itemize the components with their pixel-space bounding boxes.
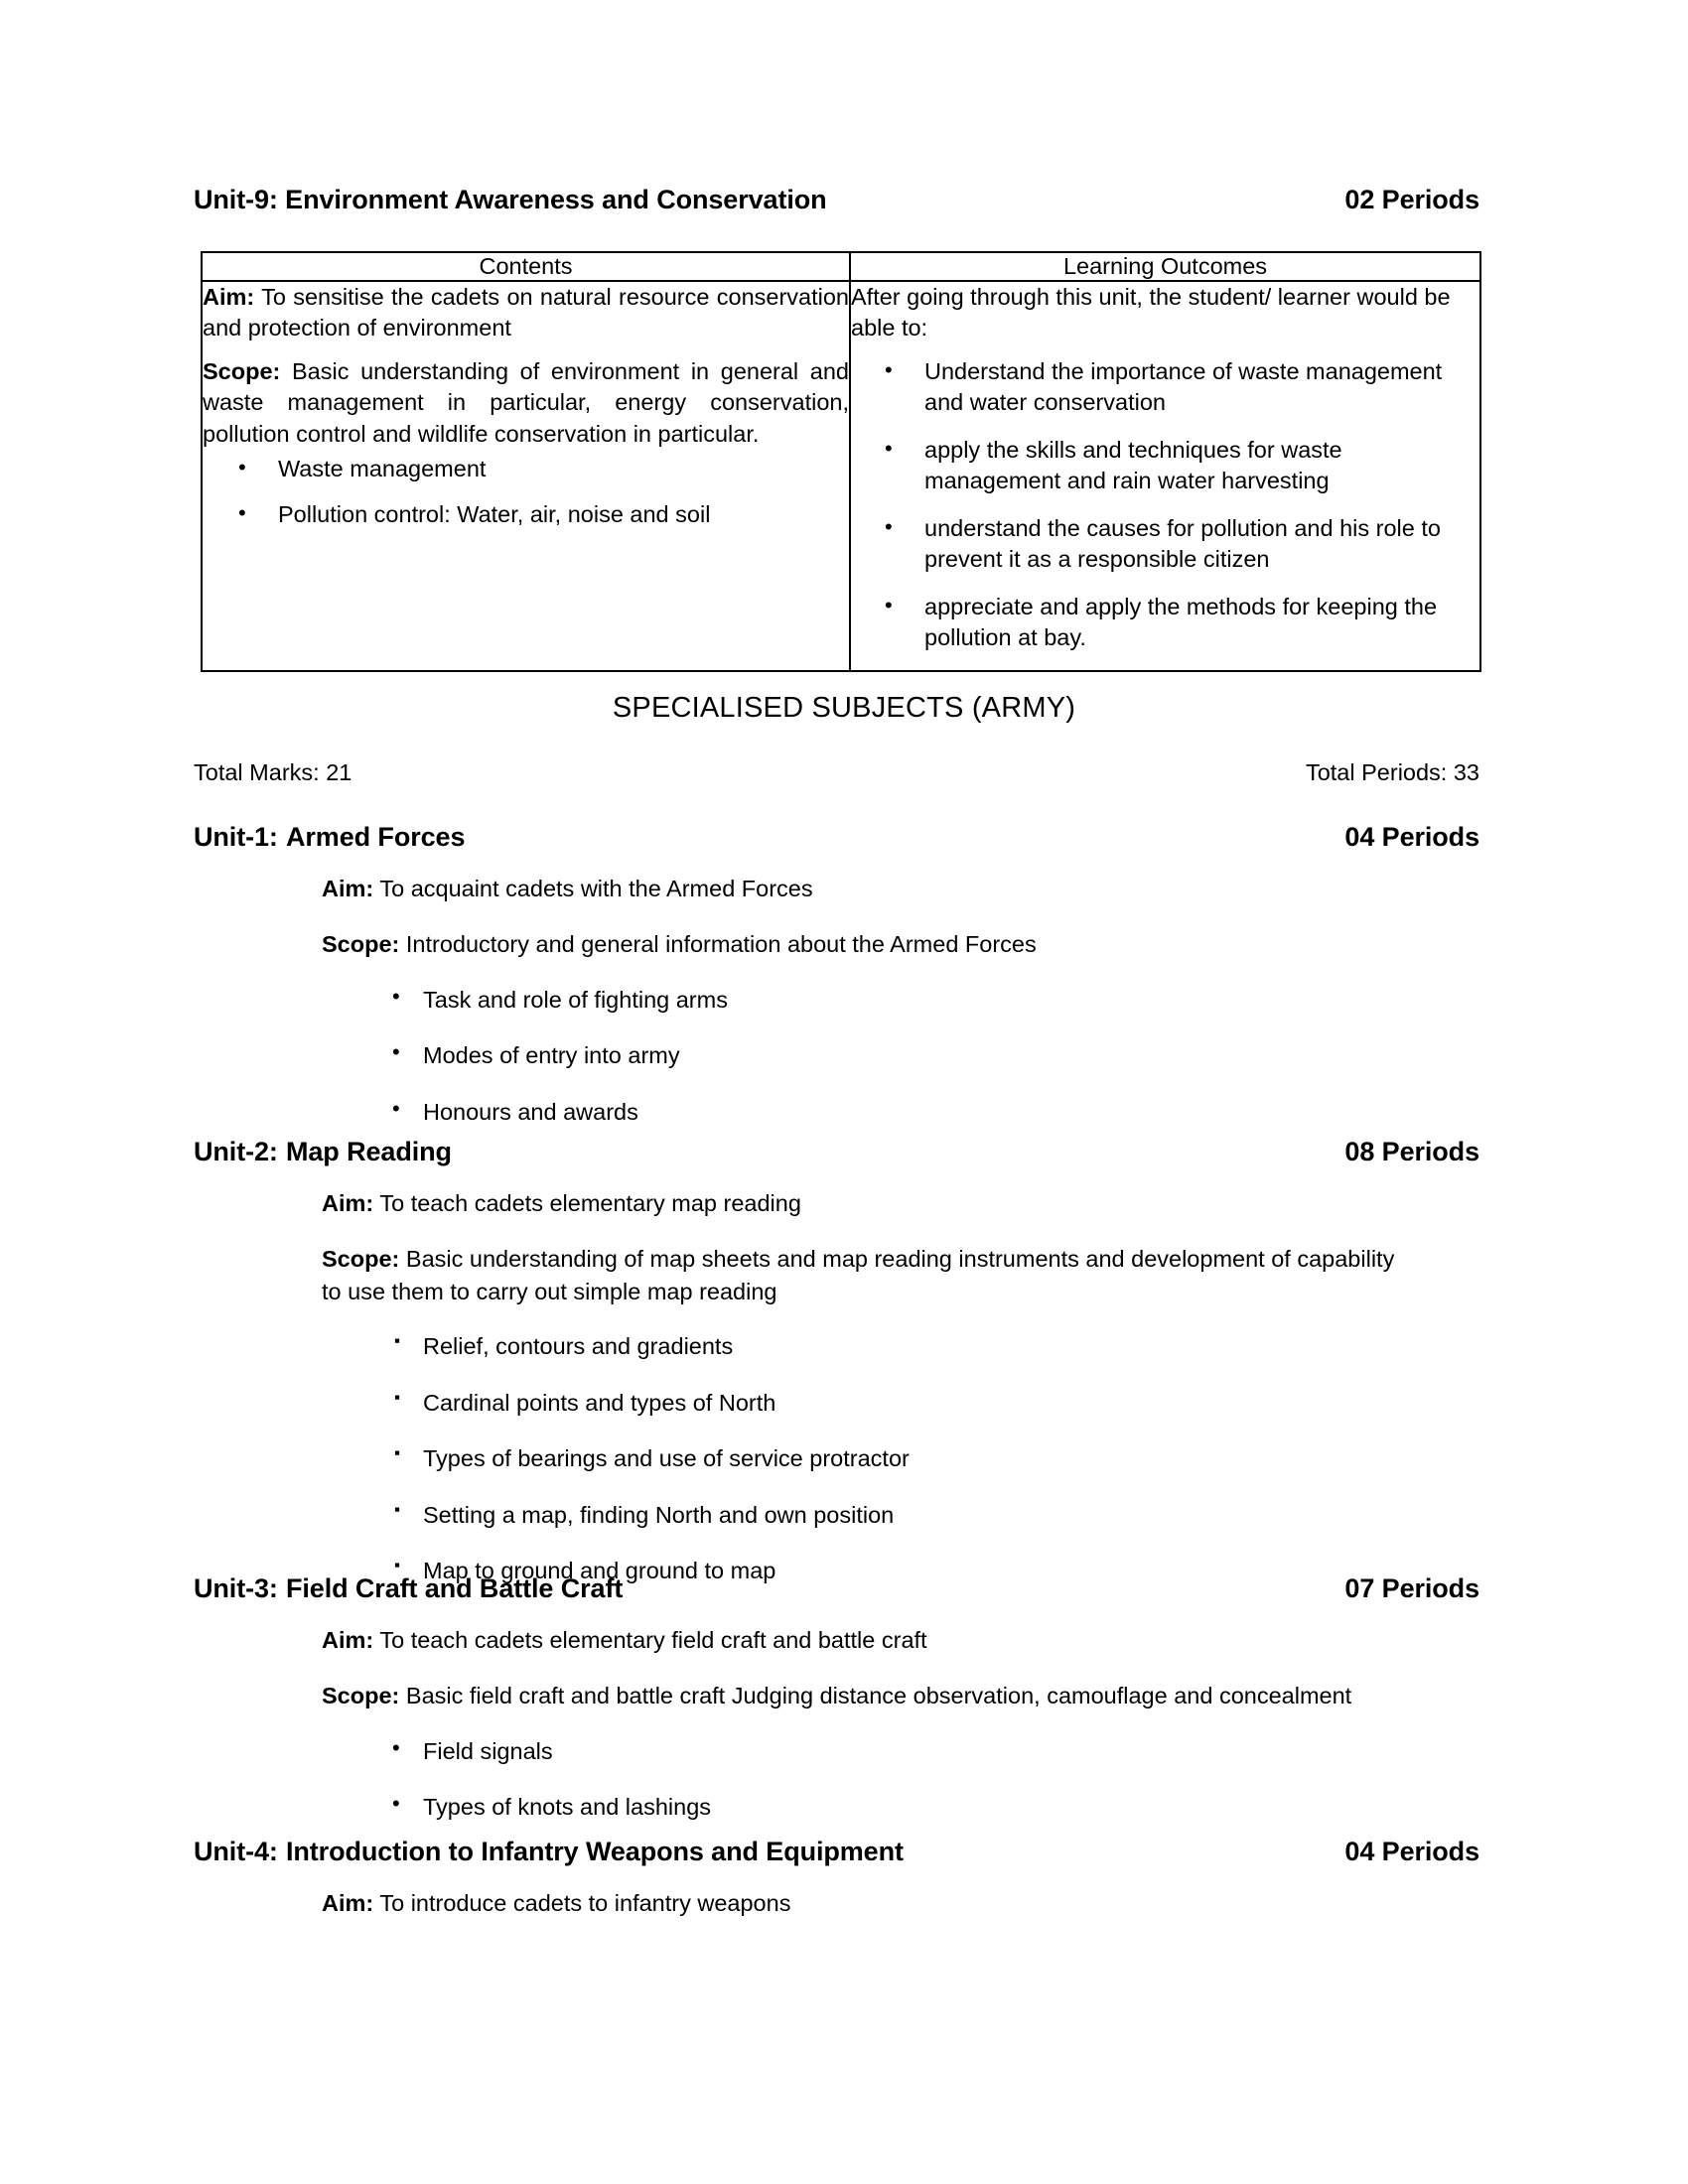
unit-aim xyxy=(322,1187,1479,1219)
list-item xyxy=(851,435,1479,497)
unit-bullet-list xyxy=(322,1736,1479,1823)
unit-aim xyxy=(322,873,1479,904)
unit-block-2 xyxy=(194,1137,1479,1612)
list-item-label: Field signals xyxy=(423,1737,553,1764)
unit-heading-row xyxy=(194,1573,1479,1604)
list-item-label: Relief, contours and gradients xyxy=(423,1333,734,1360)
list-item xyxy=(203,499,849,530)
unit-periods: 04 Periods xyxy=(1344,1837,1479,1866)
unit9-table xyxy=(201,251,1481,672)
column-header-contents: Contents xyxy=(202,252,850,281)
list-item-label: Cardinal points and types of North xyxy=(423,1389,776,1416)
list-item-label: Pollution control: Water, air, noise and soil xyxy=(278,500,711,527)
round-bullet-icon: • xyxy=(392,1791,400,1817)
unit-number: Unit-4: xyxy=(194,1837,278,1866)
unit-scope xyxy=(322,1243,1404,1307)
round-bullet-icon: • xyxy=(392,983,400,1009)
aim-label: Aim: xyxy=(322,1190,374,1216)
unit-title: Map Reading xyxy=(286,1137,452,1166)
unit-title: Armed Forces xyxy=(286,822,466,852)
unit-aim xyxy=(322,1624,1479,1656)
round-bullet-icon: • xyxy=(238,455,246,480)
section-title: SPECIALISED SUBJECTS (ARMY) xyxy=(612,692,1076,724)
list-item xyxy=(322,1040,1479,1071)
table-body-row xyxy=(202,281,1480,671)
scope-label: Scope: xyxy=(322,931,400,958)
round-bullet-icon: • xyxy=(238,499,246,525)
scope-text: Basic field craft and battle craft Judging distance observation, camouflage and concealment xyxy=(399,1683,1352,1709)
square-bullet-icon: ▪ xyxy=(394,1331,401,1351)
scope-text: Introductory and general information about the Armed Forces xyxy=(399,931,1037,958)
contents-aim xyxy=(203,282,849,344)
unit-body xyxy=(322,873,1479,1127)
unit9-title: Unit-9: Environment Awareness and Conservation xyxy=(194,185,827,214)
round-bullet-icon: • xyxy=(885,592,893,617)
list-item-label: Honours and awards xyxy=(423,1098,638,1125)
round-bullet-icon: • xyxy=(392,1039,400,1065)
unit9-heading-row xyxy=(194,185,1479,215)
scope-label: Scope: xyxy=(203,357,281,384)
list-item-label: Setting a map, finding North and own position xyxy=(423,1501,895,1528)
list-item xyxy=(322,1097,1479,1128)
contents-scope xyxy=(203,356,849,450)
list-item-label: Modes of entry into army xyxy=(423,1042,680,1069)
scope-label: Scope: xyxy=(322,1683,400,1709)
round-bullet-icon: • xyxy=(392,1734,400,1760)
round-bullet-icon: • xyxy=(885,513,893,539)
square-bullet-icon: ▪ xyxy=(394,1443,401,1463)
unit-periods: 07 Periods xyxy=(1344,1573,1479,1603)
total-periods: Total Periods: 33 xyxy=(1305,759,1479,785)
list-item-label: understand the causes for pollution and his role to prevent it as a responsible citizen xyxy=(924,514,1441,573)
aim-label: Aim: xyxy=(203,284,255,310)
list-item xyxy=(322,1388,1479,1419)
list-item xyxy=(322,985,1479,1016)
square-bullet-icon: ▪ xyxy=(394,1499,401,1519)
unit-bullet-list xyxy=(322,1331,1479,1586)
aim-text: To acquaint cadets with the Armed Forces xyxy=(373,876,813,901)
unit-aim xyxy=(322,1887,1479,1919)
aim-label: Aim: xyxy=(322,1627,374,1653)
list-item xyxy=(322,1331,1479,1362)
aim-text: To teach cadets elementary map reading xyxy=(373,1190,801,1216)
square-bullet-icon: ▪ xyxy=(394,1556,401,1575)
round-bullet-icon: • xyxy=(392,1095,400,1121)
list-item-label: apply the skills and techniques for waste management and rain water harvesting xyxy=(924,436,1342,494)
unit-block-3 xyxy=(194,1573,1479,1848)
totals-row xyxy=(194,759,1479,786)
column-header-learning-outcomes: Learning Outcomes xyxy=(850,252,1480,281)
unit-scope xyxy=(322,928,1479,960)
table-header-row xyxy=(202,252,1480,281)
unit-block-4 xyxy=(194,1837,1479,1943)
unit-block-1 xyxy=(194,822,1479,1153)
list-item-label: Map to ground and ground to map xyxy=(423,1558,776,1584)
total-marks: Total Marks: 21 xyxy=(194,759,352,785)
unit-number: Unit-3: xyxy=(194,1573,278,1603)
list-item xyxy=(851,592,1479,654)
unit-body xyxy=(322,1187,1479,1586)
list-item-label: Types of knots and lashings xyxy=(423,1794,712,1821)
round-bullet-icon: • xyxy=(885,435,893,461)
list-item xyxy=(851,356,1479,419)
aim-label: Aim: xyxy=(322,1890,374,1916)
unit-heading-row xyxy=(194,1137,1479,1167)
list-item-label: appreciate and apply the methods for keeping the pollution at bay. xyxy=(924,593,1438,651)
contents-bullet-list xyxy=(203,454,849,530)
list-item-label: Task and role of fighting arms xyxy=(423,986,728,1013)
list-item-label: Types of bearings and use of service protractor xyxy=(423,1445,910,1472)
unit9-periods: 02 Periods xyxy=(1344,185,1479,214)
unit-heading-row xyxy=(194,1837,1479,1867)
outcomes-intro: After going through this unit, the student/ learner would be able to: xyxy=(851,284,1451,341)
list-item xyxy=(322,1500,1479,1531)
list-item xyxy=(322,1443,1479,1474)
contents-cell xyxy=(202,281,850,671)
unit-title: Introduction to Infantry Weapons and Equipment xyxy=(286,1837,904,1866)
round-bullet-icon: • xyxy=(885,356,893,382)
scope-label: Scope: xyxy=(322,1246,400,1273)
aim-text: To sensitise the cadets on natural resource conservation and protection of environment xyxy=(203,284,849,341)
aim-text: To teach cadets elementary field craft and battle craft xyxy=(373,1627,927,1653)
learning-outcomes-cell xyxy=(850,281,1480,671)
scope-text: Basic understanding of environment in general and waste management in particular, energy conservation, pollution control and wildlife conservation in particular. xyxy=(203,357,849,447)
unit-number: Unit-2: xyxy=(194,1137,278,1166)
list-item xyxy=(322,1736,1479,1767)
aim-text: To introduce cadets to infantry weapons xyxy=(373,1890,791,1916)
unit-title: Field Craft and Battle Craft xyxy=(286,1573,624,1603)
unit-bullet-list xyxy=(322,985,1479,1128)
list-item-label: Understand the importance of waste management and water conservation xyxy=(924,357,1443,416)
unit-periods: 04 Periods xyxy=(1344,822,1479,852)
unit-heading-row xyxy=(194,822,1479,853)
unit-body xyxy=(322,1624,1479,1823)
list-item xyxy=(322,1792,1479,1823)
list-item xyxy=(851,513,1479,576)
square-bullet-icon: ▪ xyxy=(394,1387,401,1407)
list-item xyxy=(203,454,849,484)
scope-text: Basic understanding of map sheets and map reading instruments and development of capability to use them to carry out simple map reading xyxy=(322,1246,1395,1304)
unit-number: Unit-1: xyxy=(194,822,278,852)
unit-body xyxy=(322,1887,1479,1919)
unit-scope xyxy=(322,1680,1404,1711)
list-item-label: Waste management xyxy=(278,456,487,482)
aim-label: Aim: xyxy=(322,876,374,901)
outcomes-bullet-list xyxy=(851,356,1479,654)
unit-periods: 08 Periods xyxy=(1344,1137,1479,1166)
